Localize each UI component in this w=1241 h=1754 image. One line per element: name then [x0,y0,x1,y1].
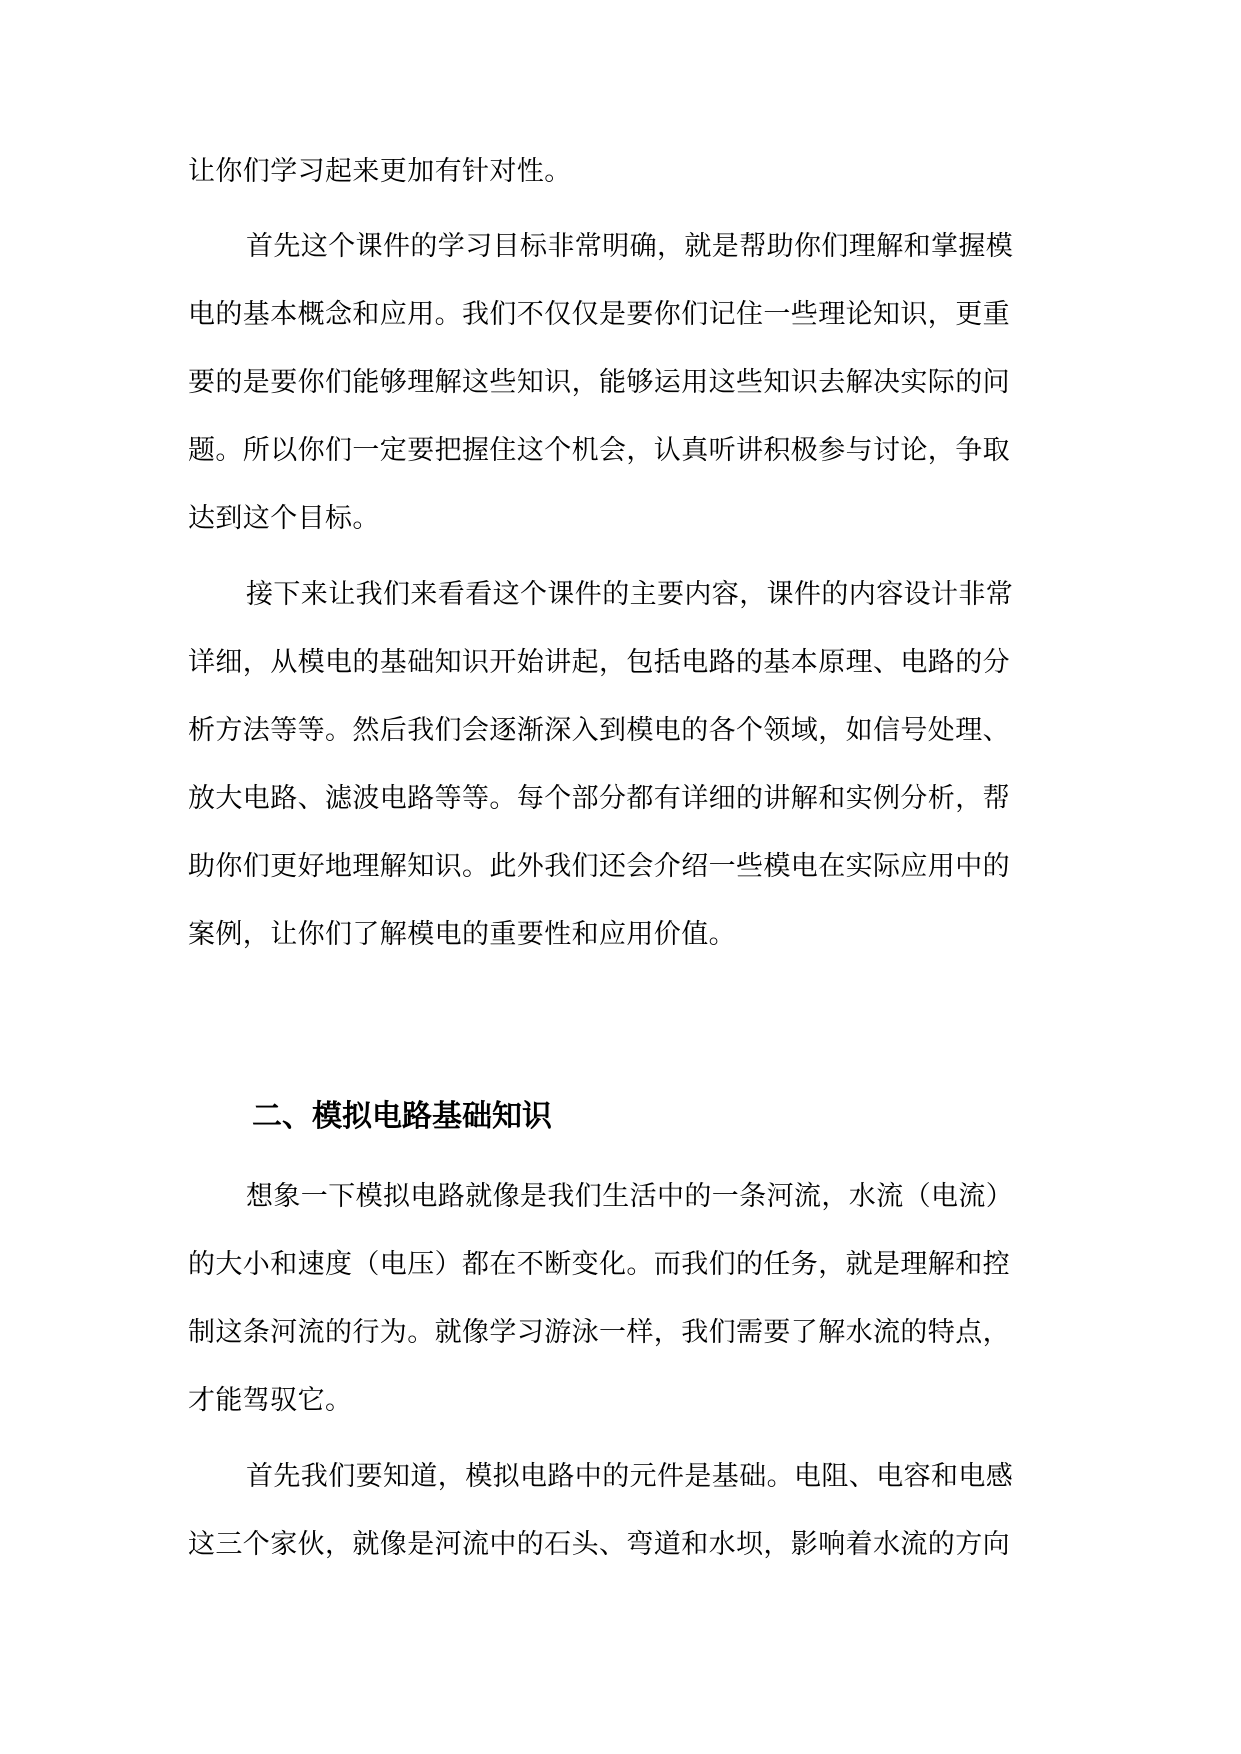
text-line: 放大电路、滤波电路等等。每个部分都有详细的讲解和实例分析，帮 [188,783,1010,814]
text-line: 助你们更好地理解知识。此外我们还会介绍一些模电在实际应用中的 [188,851,1010,882]
text-line: 制这条河流的行为。就像学习游泳一样，我们需要了解水流的特点， [188,1317,1010,1348]
text-line: 才能驾驭它。 [188,1385,353,1416]
text-line: 题。所以你们一定要把握住这个机会，认真听讲积极参与讨论，争取 [188,435,1010,466]
text-line: 案例，让你们了解模电的重要性和应用价值。 [188,919,736,950]
text-line: 想象一下模拟电路就像是我们生活中的一条河流，水流（电流） [246,1181,1014,1212]
text-line: 首先这个课件的学习目标非常明确，就是帮助你们理解和掌握模 [246,231,1014,262]
text-line: 接下来让我们来看看这个课件的主要内容，课件的内容设计非常 [246,579,1014,610]
section-heading: 二、模拟电路基础知识 [252,1099,552,1134]
text-line: 这三个家伙，就像是河流中的石头、弯道和水坝，影响着水流的方向 [188,1529,1010,1560]
text-line: 要的是要你们能够理解这些知识，能够运用这些知识去解决实际的问 [188,367,1010,398]
text-line: 的大小和速度（电压）都在不断变化。而我们的任务，就是理解和控 [188,1249,1010,1280]
text-line: 详细，从模电的基础知识开始讲起，包括电路的基本原理、电路的分 [188,647,1010,678]
text-line: 首先我们要知道，模拟电路中的元件是基础。电阻、电容和电感 [246,1461,1014,1492]
text-line: 析方法等等。然后我们会逐渐深入到模电的各个领域，如信号处理、 [188,715,1010,746]
text-line: 达到这个目标。 [188,503,380,534]
text-line: 让你们学习起来更加有针对性。 [188,156,572,187]
text-line: 电的基本概念和应用。我们不仅仅是要你们记住一些理论知识，更重 [188,299,1010,330]
